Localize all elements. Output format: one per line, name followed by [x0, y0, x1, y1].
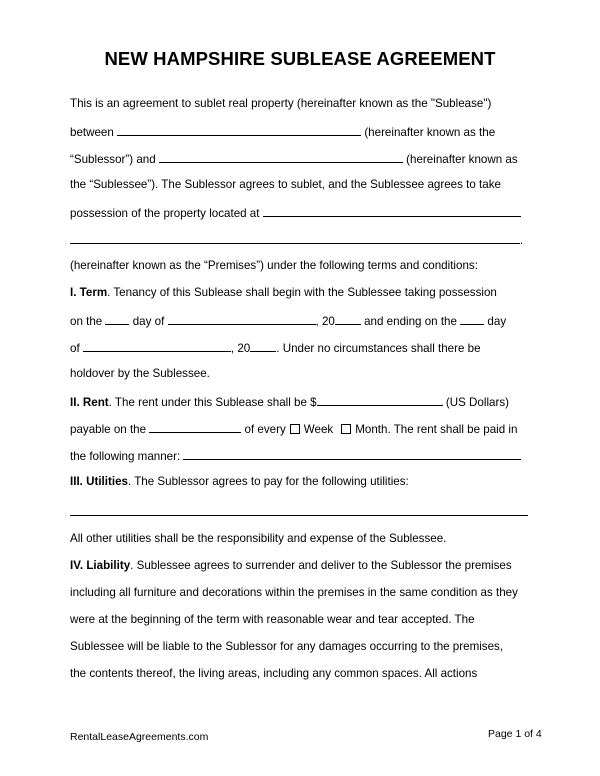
text: All other utilities shall be the responsibility and expense of the Sublessee. — [70, 532, 447, 545]
text: the contents thereof, the living areas, including any common spaces. All actions — [70, 667, 478, 680]
text: were at the beginning of the term with reasonable wear and tear accepted. The — [70, 613, 475, 626]
text-line — [70, 259, 478, 273]
text: , 20 — [230, 342, 251, 355]
text-line — [70, 232, 523, 248]
text-line — [70, 313, 506, 329]
rent-amount-field[interactable] — [317, 394, 443, 406]
start-month-field[interactable] — [168, 313, 316, 325]
text-line — [70, 667, 477, 681]
sublessor-name-field[interactable] — [117, 124, 361, 136]
section-heading-liability: IV. Liability — [70, 559, 131, 572]
text: between — [70, 126, 114, 139]
section-heading-utilities: III. Utilities — [70, 475, 128, 488]
text: on the — [70, 315, 103, 328]
footer-site: RentalLeaseAgreements.com — [70, 731, 209, 743]
text-line — [70, 532, 446, 546]
text: . Sublessee agrees to surrender and deliver to the Sublessor the premises — [130, 559, 512, 572]
text: day of — [132, 315, 165, 328]
start-day-field[interactable] — [105, 313, 129, 325]
section-heading-rent: II. Rent — [70, 396, 109, 409]
text: , 20 — [315, 315, 335, 328]
text: (hereinafter known as — [406, 153, 518, 166]
end-day-field[interactable] — [460, 313, 484, 325]
text: possession of the property located at — [70, 207, 260, 220]
text: the following manner: — [70, 450, 181, 463]
text-line — [70, 613, 475, 627]
text: . The Sublessor agrees to pay for the following utilities: — [127, 475, 409, 488]
text: day — [487, 315, 507, 328]
text: and ending on the — [364, 315, 457, 328]
text: Week — [303, 423, 334, 436]
text-line — [70, 640, 503, 654]
text: . — [520, 234, 524, 247]
payment-manner-field[interactable] — [183, 448, 521, 460]
text-line — [70, 178, 501, 192]
end-year-field[interactable] — [250, 340, 276, 352]
text: of every — [244, 423, 286, 436]
text: Month. The rent shall be paid in — [355, 423, 518, 436]
text: (US Dollars) — [445, 396, 509, 409]
text-line — [70, 97, 491, 111]
text: payable on the — [70, 423, 147, 436]
text-line — [70, 205, 521, 221]
text-line — [70, 286, 497, 300]
week-checkbox[interactable] — [290, 424, 300, 434]
section-heading-term: I. Term — [70, 286, 108, 299]
text: This is an agreement to sublet real property (hereinafter known as the "Sublease") — [70, 97, 492, 110]
text: . Tenancy of this Sublease shall begin with the Sublessee taking possession — [107, 286, 497, 299]
document-title: NEW HAMPSHIRE SUBLEASE AGREEMENT — [104, 48, 496, 69]
text-line — [70, 367, 210, 381]
text-line — [70, 475, 409, 489]
text: of — [70, 342, 80, 355]
text-line — [70, 394, 509, 410]
utilities-field[interactable] — [70, 504, 528, 516]
payment-day-field[interactable] — [149, 421, 241, 433]
text-line — [70, 504, 528, 520]
text-line — [70, 151, 518, 167]
sublessee-name-field[interactable] — [159, 151, 403, 163]
text: holdover by the Sublessee. — [70, 367, 210, 380]
property-address-field-2[interactable] — [70, 232, 520, 244]
text-line — [70, 586, 518, 600]
text: (hereinafter known as the — [364, 126, 496, 139]
text: “Sublessor”) and — [70, 153, 156, 166]
text-line — [70, 124, 495, 140]
text: including all furniture and decorations within the premises in the same condition as they — [70, 586, 518, 599]
text: (hereinafter known as the “Premises”) under the following terms and conditions: — [70, 259, 478, 272]
text: Sublessee will be liable to the Sublessor for any damages occurring to the premises, — [70, 640, 504, 653]
start-year-field[interactable] — [335, 313, 361, 325]
text-line — [70, 559, 512, 573]
footer-page-number: Page 1 of 4 — [488, 728, 542, 740]
text-line — [70, 421, 517, 437]
property-address-field[interactable] — [263, 205, 521, 217]
text-line — [70, 340, 481, 356]
text: . The rent under this Sublease shall be $ — [108, 396, 317, 409]
text: the “Sublessee”). The Sublessor agrees to sublet, and the Sublessee agrees to take — [70, 178, 501, 191]
end-month-field[interactable] — [83, 340, 231, 352]
text-line — [70, 448, 521, 464]
text: . Under no circumstances shall there be — [276, 342, 481, 355]
month-checkbox[interactable] — [341, 424, 351, 434]
